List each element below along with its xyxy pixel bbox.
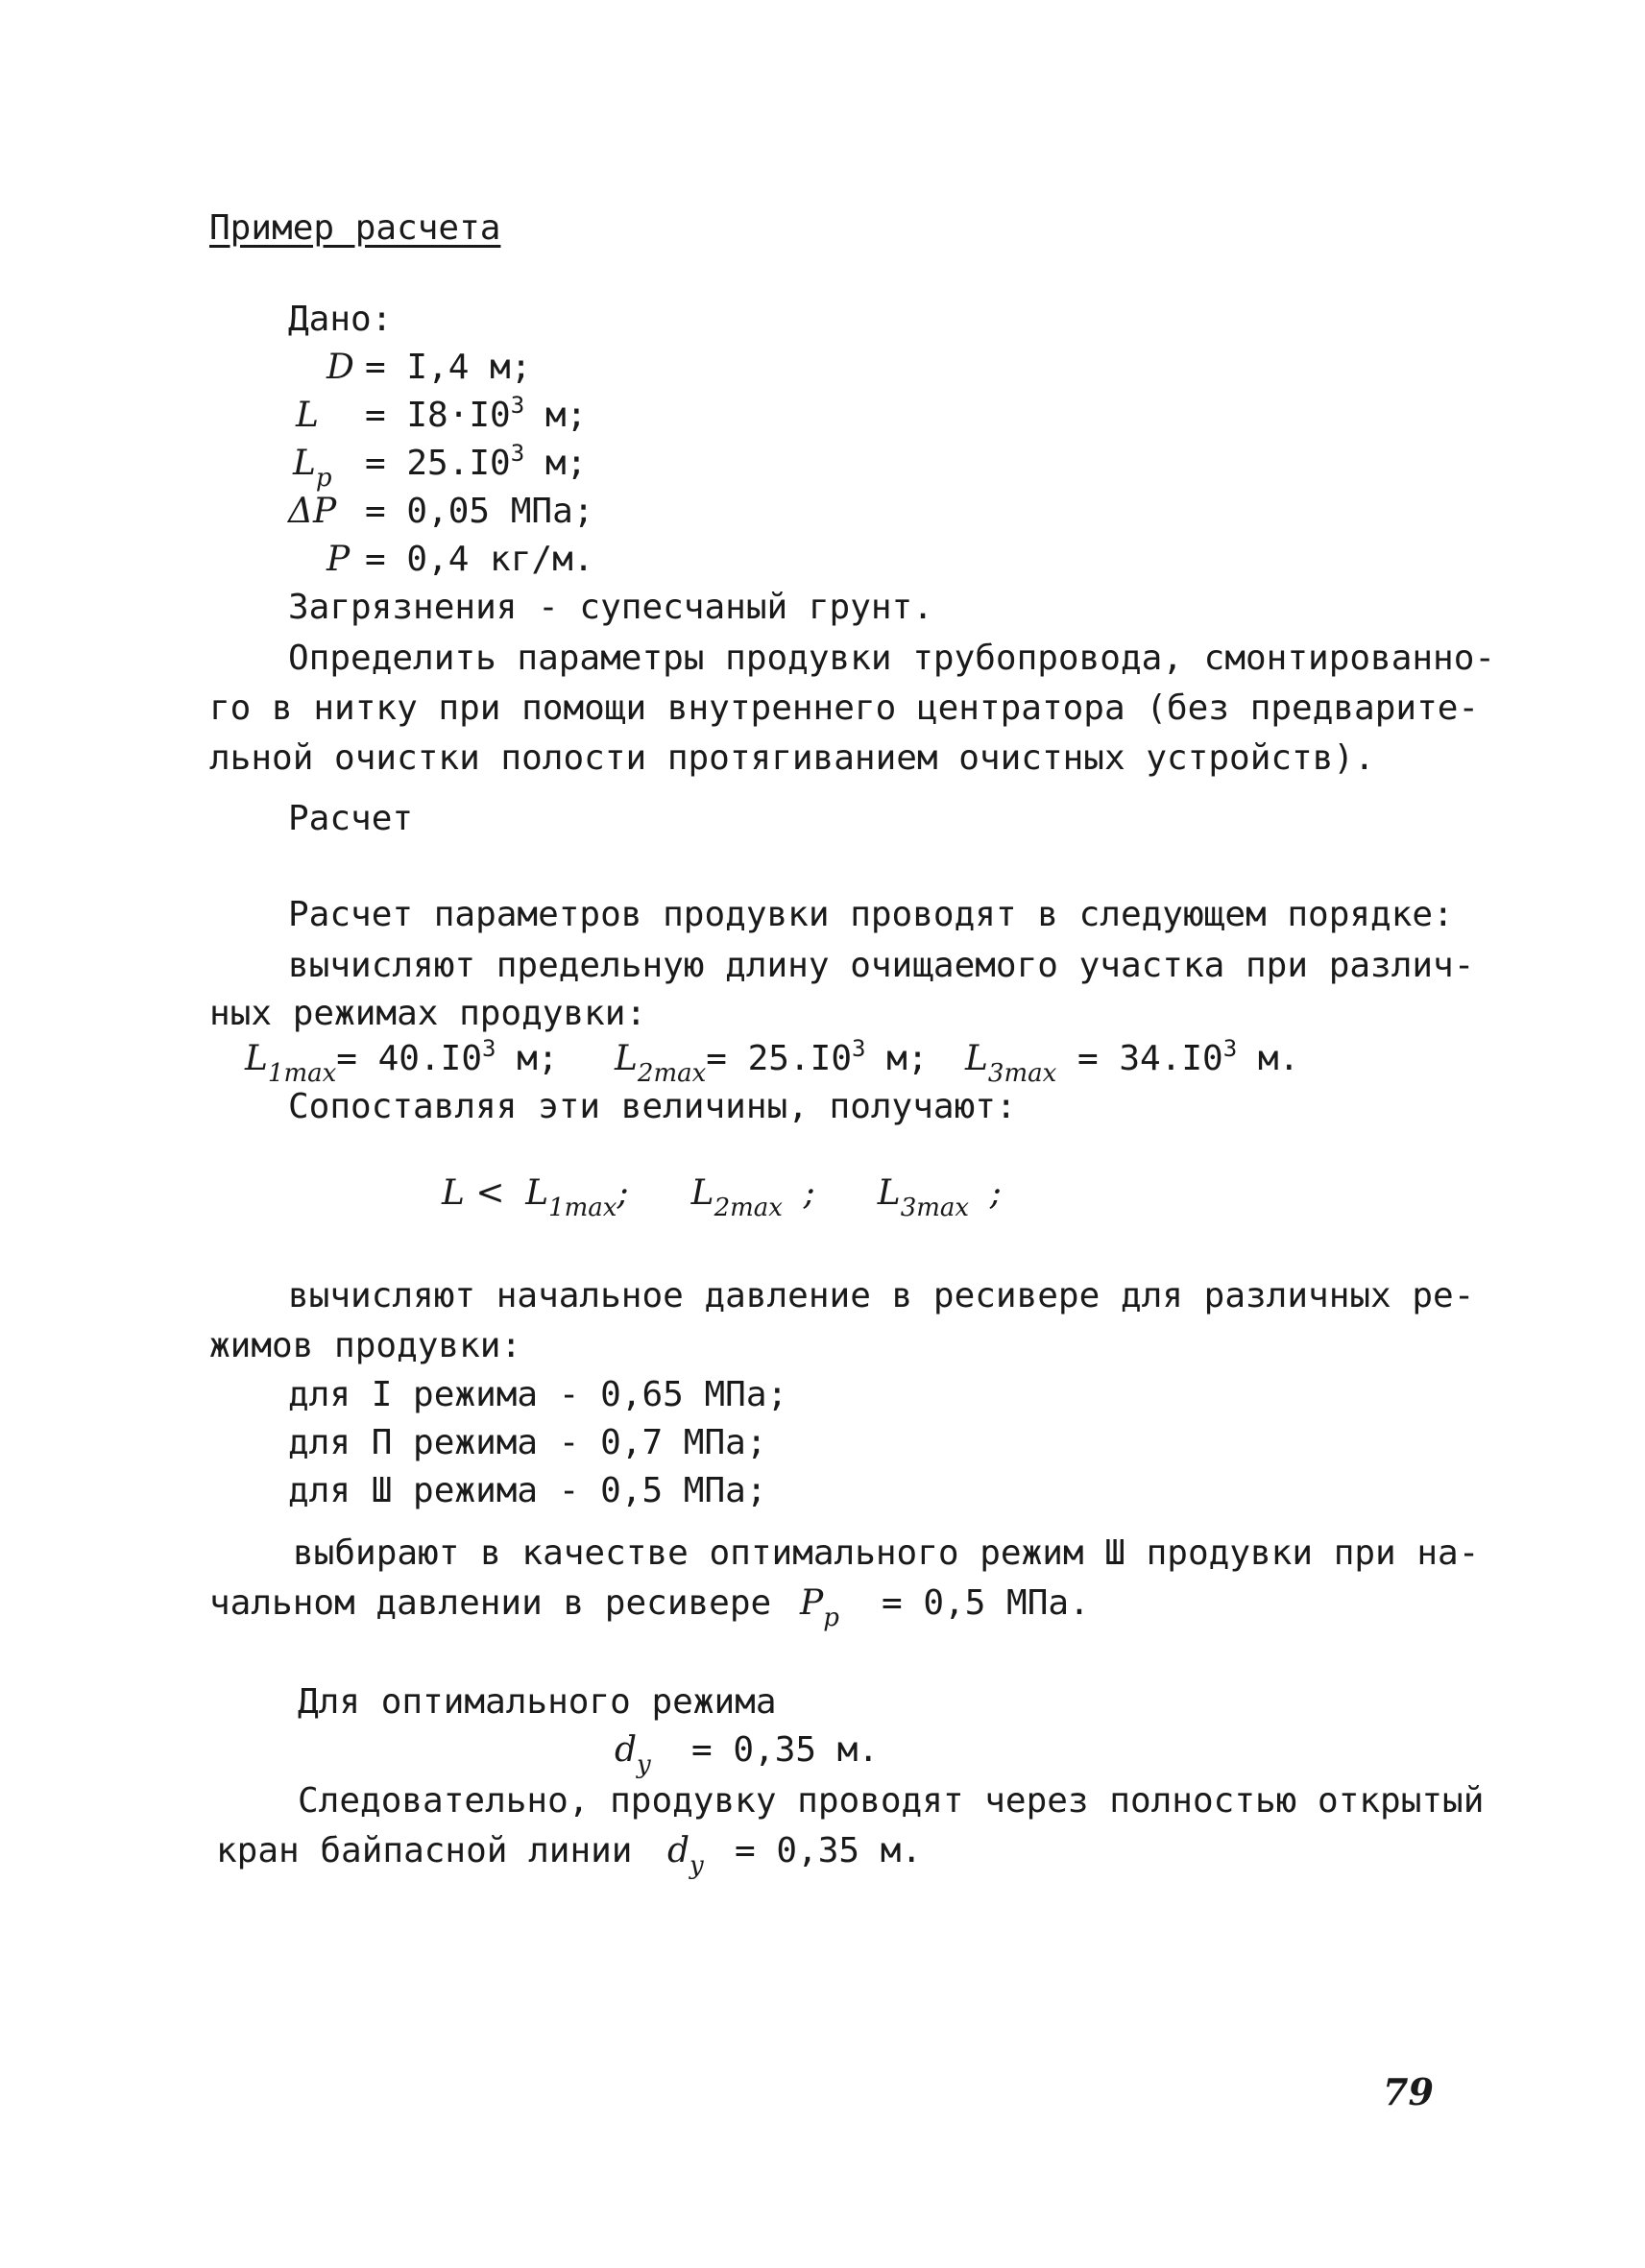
choose-line-1: выбирают в качестве оптимального режим Ш продувки при на- xyxy=(293,1533,1480,1573)
compare-text: Сопоставляя эти величины, получают: xyxy=(288,1087,1017,1126)
given-value: = I,4 м; xyxy=(365,348,532,387)
mode-3: для Ш режима - 0,5 МПа; xyxy=(288,1471,767,1510)
given-contamination: Загрязнения - супесчаный грунт. xyxy=(288,588,933,627)
mode-1: для I режима - 0,65 МПа; xyxy=(288,1375,788,1414)
given-symbol: ΔP xyxy=(288,492,337,531)
mode-2: для П режима - 0,7 МПа; xyxy=(288,1423,767,1462)
given-item-length xyxy=(296,392,588,435)
conclusion-line-2: кран байпасной линии $d_у$ = 0,35 м. xyxy=(216,1831,923,1880)
given-value: = 0,05 МПа; xyxy=(365,492,594,531)
choose-line-2: чальном давлении в ресивере $P_р$ = 0,5 МПа. xyxy=(209,1583,1090,1632)
given-symbol: P xyxy=(327,540,351,579)
step1-line-1: вычисляют предельную длину очищаемого участка при различ- xyxy=(288,946,1475,985)
task-line-2: го в нитку при помощи внутреннего центратора (без предварите- xyxy=(209,688,1480,728)
given-symbol: D xyxy=(327,348,354,387)
conclusion-line-1: Следовательно, продувку проводят через полностью открытый xyxy=(298,1781,1485,1821)
lmax-1-formula: $L_{1max}= 40.I0^3$ м; xyxy=(245,1035,559,1088)
given-item-pressure-drop xyxy=(288,492,594,531)
calc-title: Расчет xyxy=(288,799,414,838)
page-number: 79 xyxy=(1383,2070,1434,2113)
section-heading: Пример расчета xyxy=(209,208,501,248)
lmax-2-formula: $L_{2max}= 25.I0^3$ м; xyxy=(615,1035,929,1088)
given-label: Дано: xyxy=(288,300,393,339)
given-item-design-length: $L_р$ = $25.I0^3$ м; xyxy=(293,440,588,493)
task-line-1: Определить параметры продувки трубопровода, смонтированно- xyxy=(288,639,1496,678)
step1-line-2: ных режимах продувки: xyxy=(209,994,647,1033)
given-item-density xyxy=(327,540,594,579)
given-symbol: L xyxy=(293,444,316,483)
inequality-formula: $L < L_{1max}$; $L_{2max}$ ; $L_{3max}$ ; xyxy=(442,1173,1002,1222)
given-item-diameter xyxy=(327,348,532,387)
optimal-line: Для оптимального режима xyxy=(298,1682,777,1722)
given-value: = $I8\cdot I0^3$ м; xyxy=(365,392,588,435)
given-value: = 0,4 кг/м. xyxy=(365,540,594,579)
optimal-formula: $d_у$ = 0,35 м. xyxy=(615,1730,880,1779)
lmax-3-formula: $L_{3max} = 34.I0^3$ м. xyxy=(965,1035,1300,1088)
step2-line-2: жимов продувки: xyxy=(209,1326,522,1365)
calc-intro: Расчет параметров продувки проводят в следующем порядке: xyxy=(288,895,1454,934)
step2-line-1: вычисляют начальное давление в ресивере для различных ре- xyxy=(288,1276,1475,1315)
given-value: = $25.I0^3$ м; xyxy=(365,440,588,483)
given-symbol: L xyxy=(296,396,319,435)
task-line-3: льной очистки полости протягиванием очистных устройств). xyxy=(209,738,1375,778)
